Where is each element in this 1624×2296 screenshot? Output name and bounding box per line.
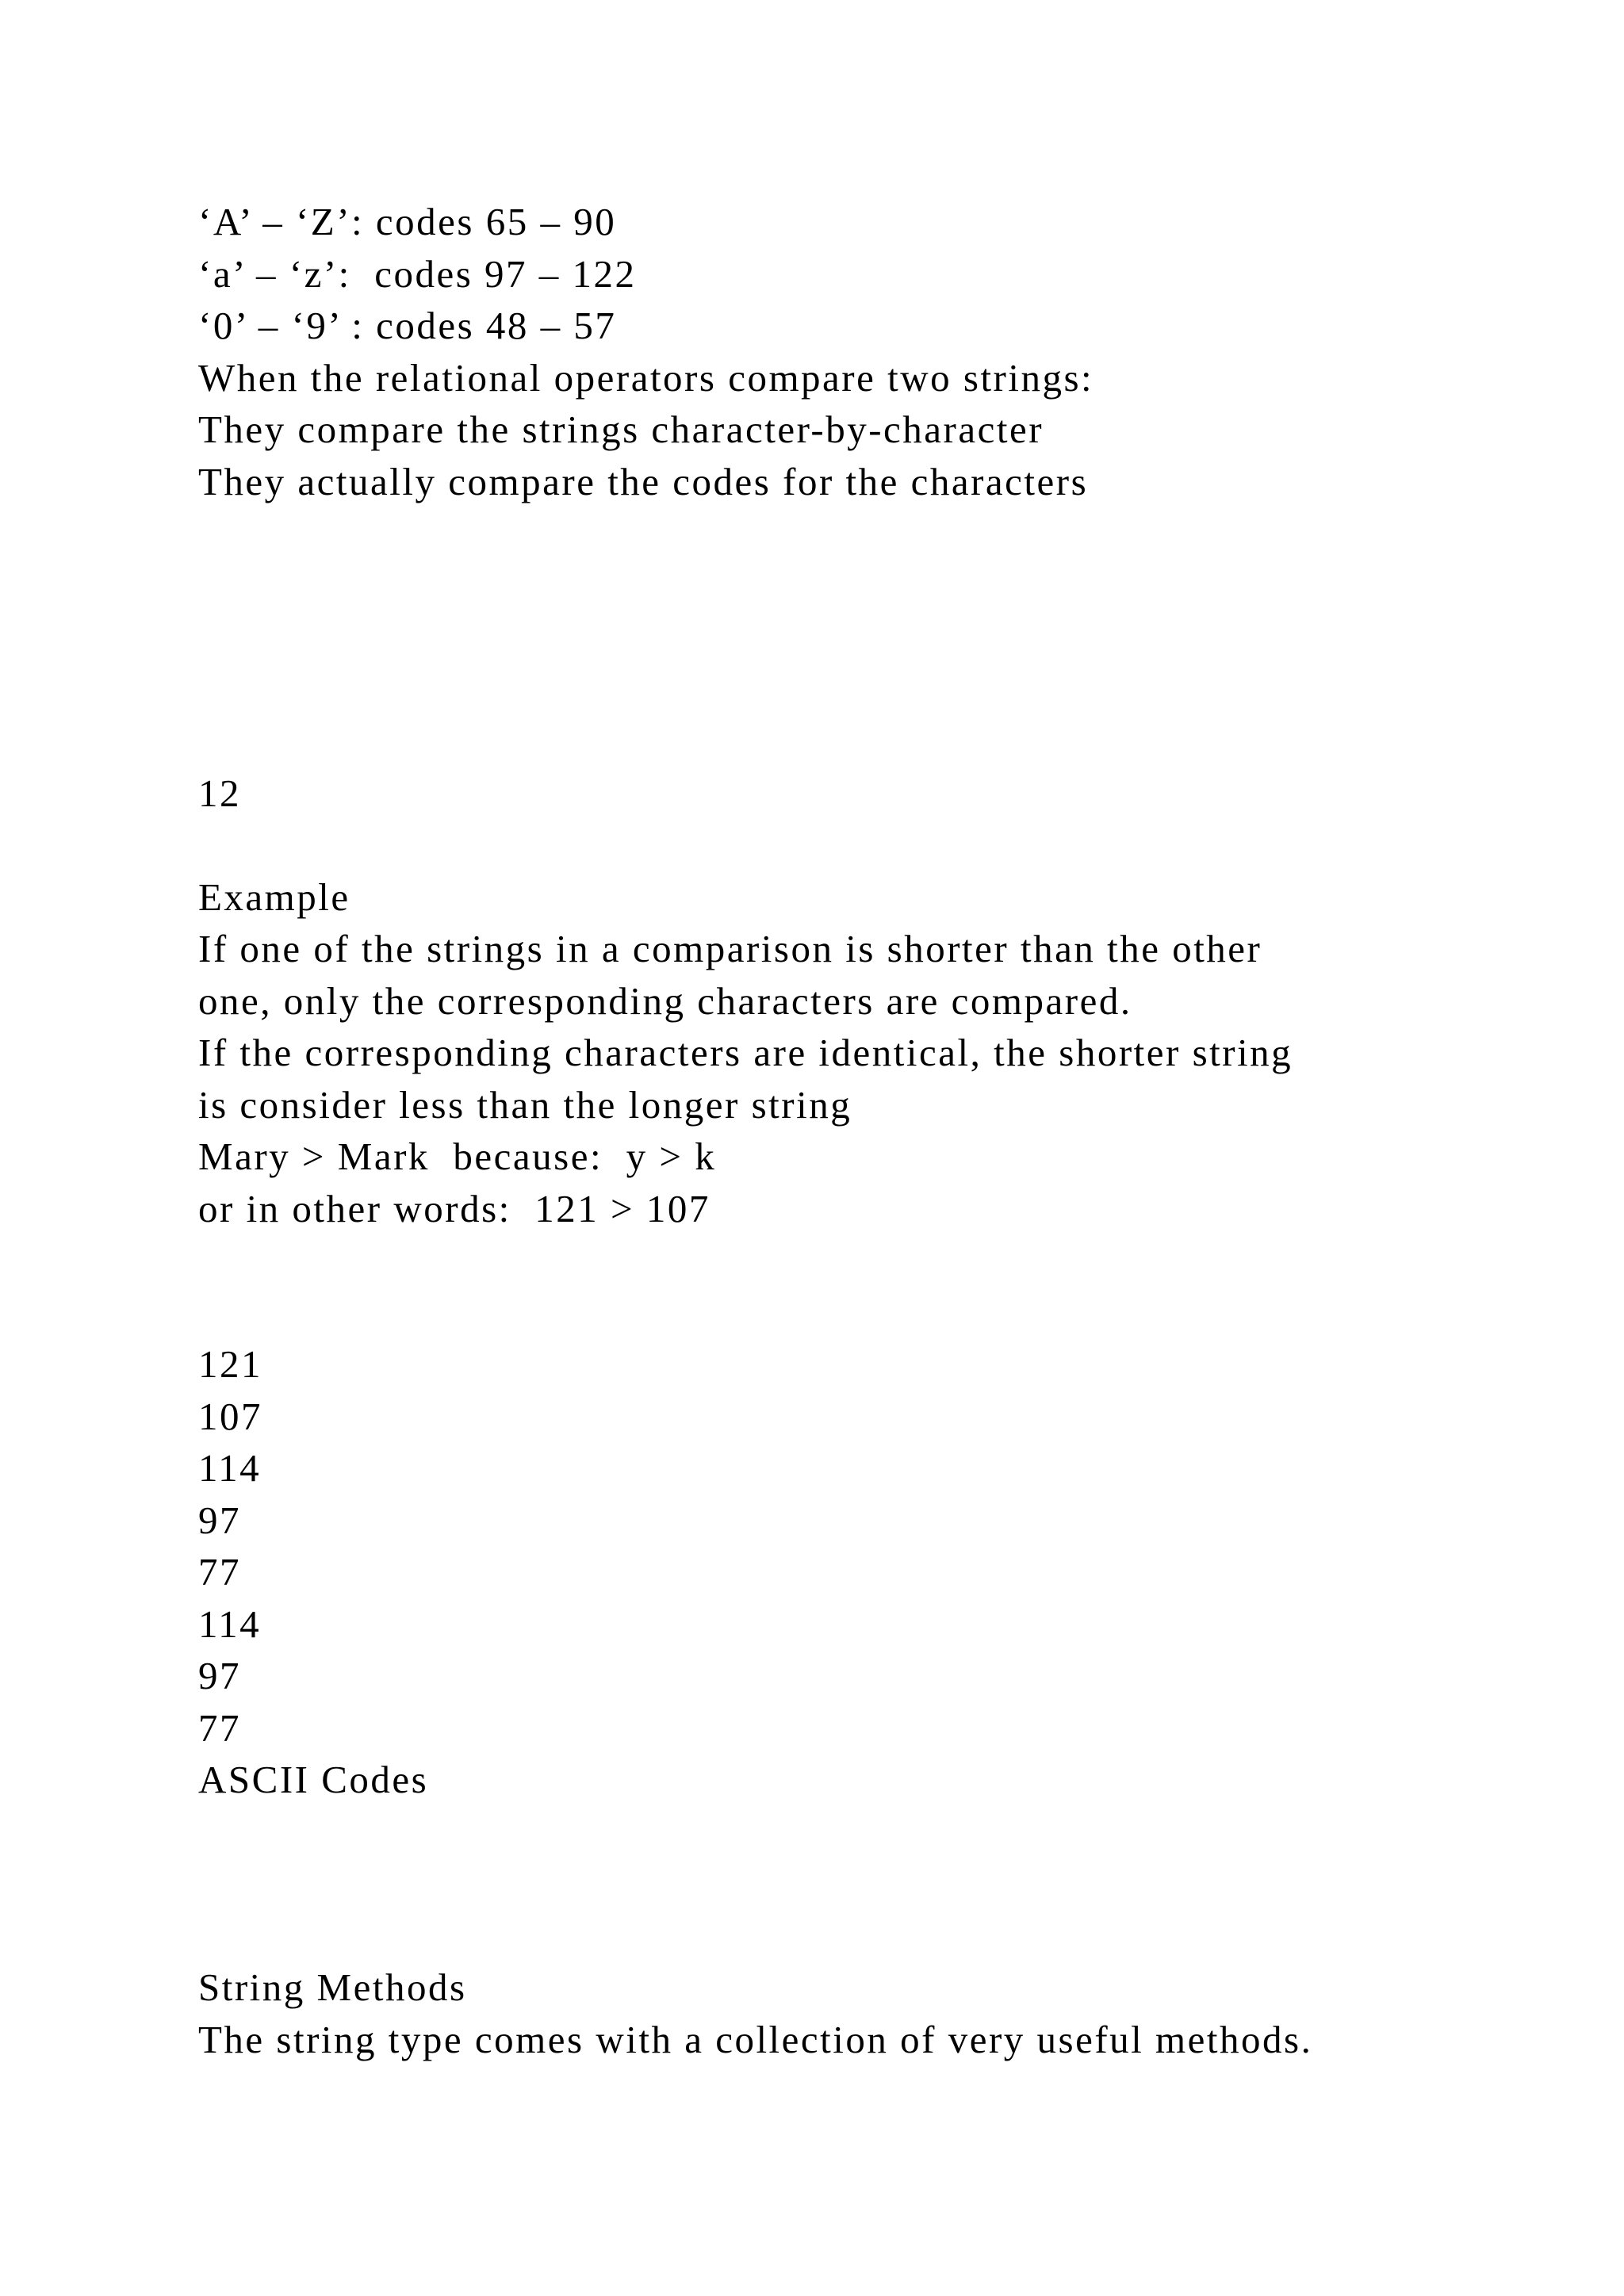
page-number: 12 <box>198 771 241 815</box>
text-line: The string type comes with a collection of very useful methods. <box>198 2018 1313 2061</box>
text-line: or in other words: 121 > 107 <box>198 1187 710 1230</box>
text-line: ‘a’ – ‘z’: codes 97 – 122 <box>198 252 637 296</box>
text-line: If one of the strings in a comparison is shorter than the other <box>198 927 1262 970</box>
code-value: 97 <box>198 1498 241 1542</box>
code-value: 77 <box>198 1706 241 1750</box>
text-line: Mary > Mark because: y > k <box>198 1135 717 1178</box>
code-value: 97 <box>198 1654 241 1697</box>
code-value: 121 <box>198 1342 262 1386</box>
code-value: 107 <box>198 1395 262 1438</box>
text-line: They compare the strings character-by-character <box>198 408 1044 451</box>
section-heading: Example <box>198 875 350 919</box>
text-line: one, only the corresponding characters are compared. <box>198 979 1132 1023</box>
text-line: ‘A’ – ‘Z’: codes 65 – 90 <box>198 200 617 243</box>
section-heading: String Methods <box>198 1965 467 2009</box>
code-value: 114 <box>198 1446 262 1490</box>
text-line: They actually compare the codes for the characters <box>198 460 1089 503</box>
caption: ASCII Codes <box>198 1758 429 1801</box>
text-line: is consider less than the longer string <box>198 1083 852 1127</box>
text-line: If the corresponding characters are identical, the shorter string <box>198 1031 1293 1074</box>
code-value: 114 <box>198 1602 262 1646</box>
text-line: When the relational operators compare two strings: <box>198 356 1094 400</box>
code-value: 77 <box>198 1550 241 1594</box>
text-line: ‘0’ – ‘9’ : codes 48 – 57 <box>198 304 617 347</box>
